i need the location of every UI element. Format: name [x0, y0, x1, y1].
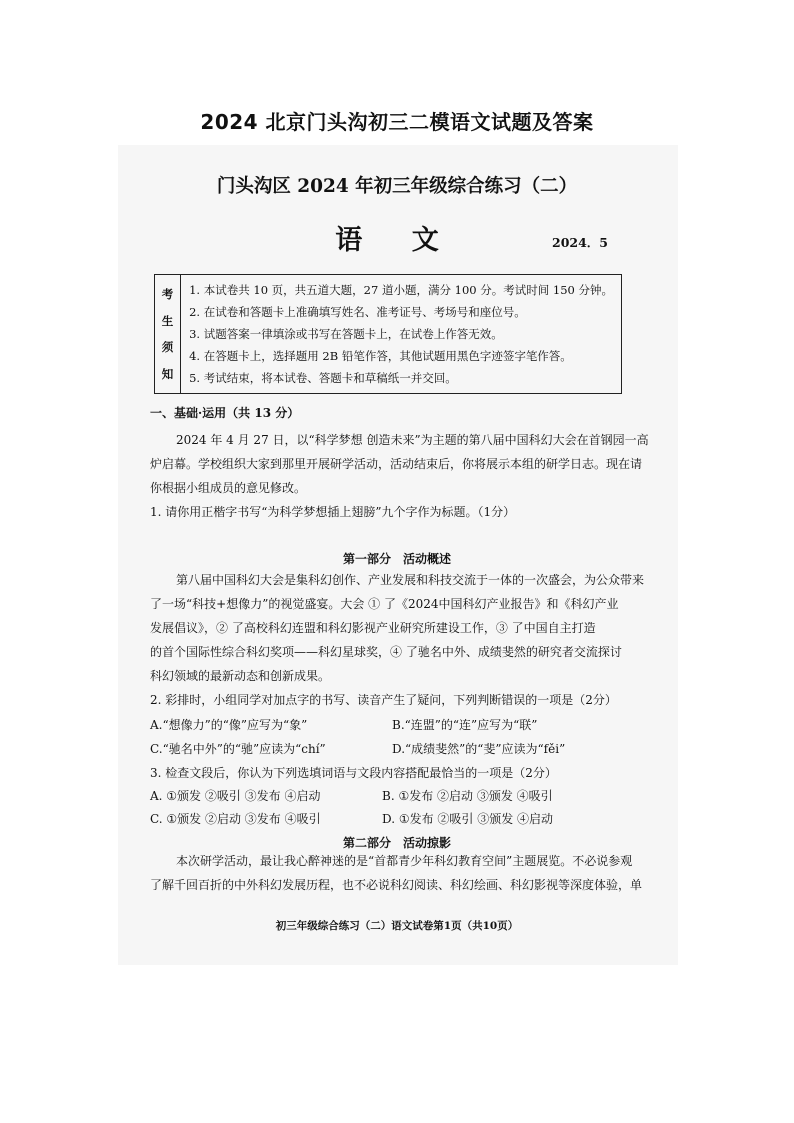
question-2-options-row — [150, 716, 537, 733]
notice-label-char: 考 — [161, 287, 174, 302]
intro-line: 炉启幕。学校组织大家到那里开展研学活动，活动结束后，你将展示本组的研学日志。现在请 — [150, 457, 643, 471]
intro-line: 你根据小组成员的意见修改。 — [150, 481, 307, 495]
notice-item: 4. 在答题卡上，选择题用 2B 铅笔作答，其他试题用黑色字迹签字笔作答。 — [189, 349, 572, 363]
subject-title: 语 文 — [335, 225, 459, 256]
exam-title: 门头沟区 2024 年初三年级综合练习（二） — [216, 176, 578, 197]
notice-label-char: 须 — [161, 340, 174, 355]
intro-line: 2024 年 4 月 27 日，以“科学梦想 创造未来”为主题的第八届中国科幻大会在首钢园一高 — [176, 433, 649, 447]
part1-line: 了一场“科技+想像力”的视觉盛宴。大会 ① 了《2024中国科幻产业报告》和《科幻产业 — [150, 597, 619, 611]
option: A.“想像力”的“像”应写为“象” — [150, 718, 308, 732]
question-2: 2. 彩排时，小组同学对加点字的书写、读音产生了疑问，下列判断错误的一项是（2分） — [150, 693, 617, 707]
option: C.“驰名中外”的“驰”应读为“chí” — [150, 742, 326, 756]
part2-line: 了解千回百折的中外科幻发展历程，也不必说科幻阅读、科幻绘画、科幻影视等深度体验，单 — [150, 878, 643, 892]
part1-line: 发展倡议》，② 了高校科幻连盟和科幻影视产业研究所建设工作，③ 了中国自主打造 — [150, 621, 596, 635]
part1-line: 的首个国际性综合科幻奖项——科幻星球奖，④ 了驰名中外、成绩斐然的研究者交流探讨 — [150, 645, 622, 659]
question-3: 3. 检查文段后，你认为下列选填词语与文段内容搭配最恰当的一项是（2分） — [150, 766, 557, 780]
notice-label-char: 知 — [161, 366, 174, 381]
part-1-title: 第一部分 活动概述 — [342, 552, 451, 566]
notice-item: 1. 本试卷共 10 页，共五道大题，27 道小题，满分 100 分。考试时间 150 分钟。 — [189, 283, 613, 297]
exam-date: 2024．5 — [552, 235, 608, 250]
part-2-title: 第二部分 活动掠影 — [342, 836, 451, 850]
section-heading: 一、基础·运用（共 13 分） — [150, 406, 300, 420]
option: D.“成绩斐然”的“斐”应读为“fěi” — [392, 742, 566, 756]
document-title: 2024 北京门头沟初三二模语文试题及答案 — [200, 110, 594, 134]
part2-line: 本次研学活动，最让我心醉神迷的是“首都青少年科幻教育空间”主题展览。不必说参观 — [176, 854, 633, 868]
notice-label-char: 生 — [161, 313, 174, 328]
option: B.“连盟”的“连”应写为“联” — [392, 718, 538, 732]
notice-items — [181, 275, 621, 393]
part1-line: 科幻领域的最新动态和创新成果。 — [150, 669, 331, 683]
option: D. ①发布 ②吸引 ③颁发 ④启动 — [382, 812, 554, 826]
notice-label — [155, 275, 181, 393]
question-3-options-row — [150, 810, 553, 827]
question-2-options-row — [150, 740, 565, 757]
page-footer: 初三年级综合练习（二）语文试卷第1页（共10页） — [275, 920, 519, 932]
notice-item: 2. 在试卷和答题卡上准确填写姓名、准考证号、考场号和座位号。 — [189, 305, 526, 319]
option: C. ①颁发 ②启动 ③发布 ④吸引 — [150, 812, 321, 826]
notice-item: 5. 考试结束，将本试卷、答题卡和草稿纸一并交回。 — [189, 371, 457, 385]
option: A. ①颁发 ②吸引 ③发布 ④启动 — [150, 789, 321, 803]
part1-line: 第八届中国科幻大会是集科幻创作、产业发展和科技交流于一体的一次盛会，为公众带来 — [176, 573, 645, 587]
exam-notice-box — [154, 274, 622, 394]
question-3-options-row — [150, 787, 553, 804]
option: B. ①发布 ②启动 ③颁发 ④吸引 — [382, 789, 553, 803]
question-1: 1. 请你用正楷字书写“为科学梦想插上翅膀”九个字作为标题。（1分） — [150, 505, 516, 519]
notice-item: 3. 试题答案一律填涂或书写在答题卡上，在试卷上作答无效。 — [189, 327, 503, 341]
